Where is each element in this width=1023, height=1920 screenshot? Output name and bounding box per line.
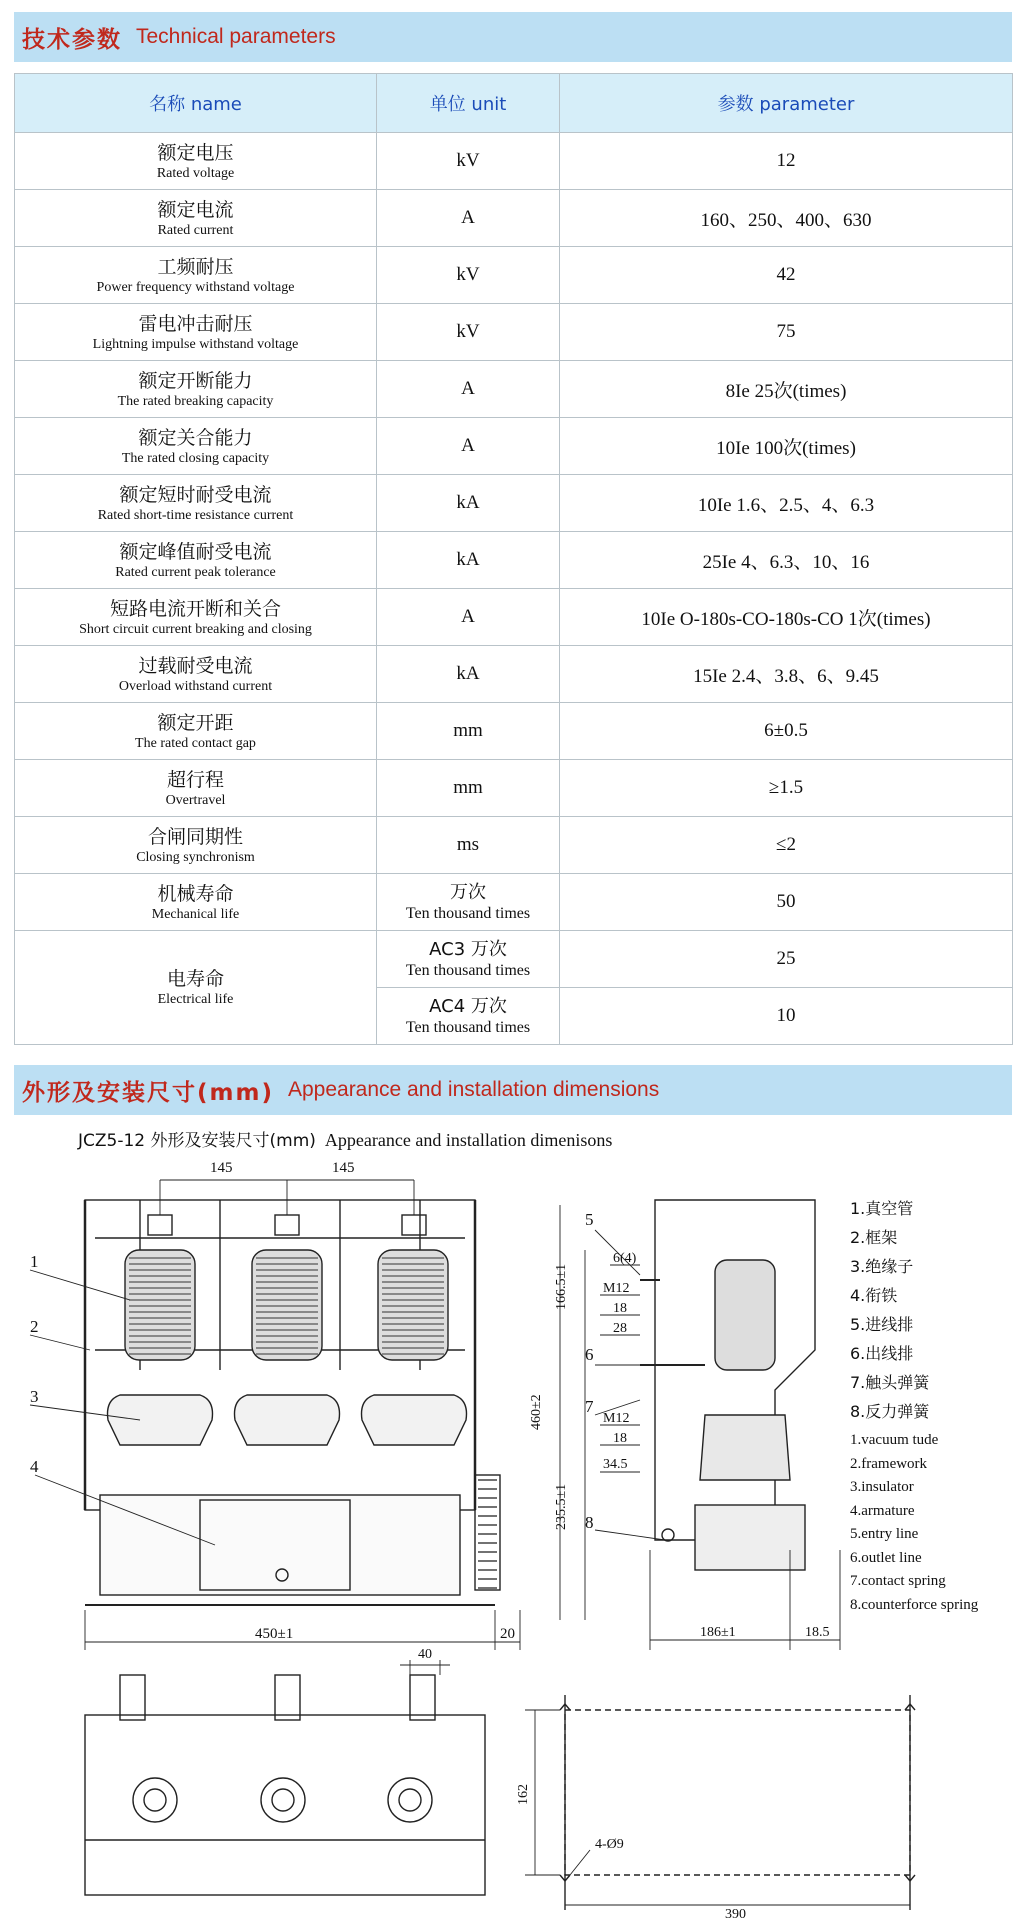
dim-186: 186±1 (700, 1625, 736, 1640)
legend-item-cn: 7.触头弹簧 (850, 1373, 930, 1392)
section-title-en: Appearance and installation dimensions (287, 1078, 660, 1101)
dim-18-5: 18.5 (805, 1625, 830, 1640)
value-cell: 75 (560, 304, 1013, 361)
dim-m12-top: M12 (603, 1281, 630, 1296)
caption-cn: JCZ5-12 外形及安装尺寸(mm) (78, 1131, 316, 1151)
unit-cell: A (377, 361, 560, 418)
name-cell: 额定开断能力 The rated breaking capacity (15, 361, 377, 418)
side-view-drawing (640, 1200, 815, 1570)
legend-item-cn: 3.绝缘子 (850, 1257, 914, 1276)
legend-item-cn: 4.衔铁 (850, 1286, 898, 1305)
unit-cell: kV (377, 304, 560, 361)
value-cell: 10 (560, 988, 1013, 1045)
table-row (15, 817, 1013, 874)
section-title-cn: 外形及安装尺寸(mm) (22, 1079, 274, 1106)
dim-390: 390 (725, 1907, 746, 1920)
name-cell: 电寿命 Electrical life (15, 931, 377, 1045)
header-unit: 单位 unit (377, 74, 560, 133)
dim-18-top: 18 (613, 1301, 627, 1316)
name-cell: 额定开距 The rated contact gap (15, 703, 377, 760)
section-header-dimensions (14, 1065, 1012, 1115)
dim-34-5: 34.5 (603, 1457, 628, 1472)
table-row-mechanical-life (15, 874, 1013, 931)
section-title-en: Technical parameters (136, 25, 336, 48)
name-cell: 额定电流 Rated current (15, 190, 377, 247)
value-cell: 42 (560, 247, 1013, 304)
callout-7: 7 (585, 1397, 594, 1416)
callout-2: 2 (30, 1317, 39, 1336)
legend-item-cn: 1.真空管 (850, 1199, 914, 1218)
table-row (15, 646, 1013, 703)
value-cell: 25Ie 4、6.3、10、16 (560, 532, 1013, 589)
legend-item-en: 7.contact spring (850, 1573, 946, 1589)
legend-item-en: 5.entry line (850, 1526, 919, 1542)
name-cell: 工频耐压 Power frequency withstand voltage (15, 247, 377, 304)
callout-3: 3 (30, 1387, 39, 1406)
table-row (15, 532, 1013, 589)
legend-item-en: 8.counterforce spring (850, 1596, 979, 1613)
unit-cell: A (377, 418, 560, 475)
table-header-row (15, 74, 1013, 133)
callout-4: 4 (30, 1457, 39, 1476)
dim-4-9: 4-Ø9 (595, 1837, 624, 1852)
unit-cell: mm (377, 703, 560, 760)
value-cell: ≥1.5 (560, 760, 1013, 817)
value-cell: 12 (560, 133, 1013, 190)
dim-m12-bottom: M12 (603, 1411, 630, 1426)
unit-cell: A (377, 589, 560, 646)
table-row (15, 304, 1013, 361)
dim-40: 40 (418, 1647, 432, 1662)
drawing-caption (78, 1126, 612, 1151)
callout-1: 1 (30, 1252, 39, 1271)
unit-cell: A (377, 190, 560, 247)
unit-cell: kV (377, 247, 560, 304)
table-row (15, 133, 1013, 190)
name-cell: 雷电冲击耐压 Lightning impulse withstand voltage (15, 304, 377, 361)
vacuum-tube-1 (125, 1250, 195, 1360)
callout-5: 5 (585, 1210, 594, 1229)
technical-parameters-table (14, 73, 1013, 1045)
section-title-cn: 技术参数 (22, 26, 122, 53)
front-view-drawing (85, 1200, 500, 1605)
dim-166: 166.5±1 (554, 1263, 569, 1310)
callout-6: 6 (585, 1345, 594, 1364)
value-cell: 8Ie 25次(times) (560, 361, 1013, 418)
table-row (15, 589, 1013, 646)
unit-cell: kA (377, 646, 560, 703)
dim-145-left: 145 (210, 1160, 233, 1176)
header-name: 名称 name (15, 74, 377, 133)
legend-item-en: 4.armature (850, 1502, 915, 1519)
name-cell: 合闸同期性 Closing synchronism (15, 817, 377, 874)
header-parameter: 参数 parameter (560, 74, 1013, 133)
dim-162: 162 (516, 1784, 531, 1805)
side-view-dimensions (560, 1205, 840, 1650)
unit-cell: ms (377, 817, 560, 874)
dim-28: 28 (613, 1321, 627, 1336)
table-row (15, 418, 1013, 475)
caption-en: Appearance and installation dimenisons (324, 1130, 613, 1150)
legend-item-cn: 6.出线排 (850, 1344, 914, 1363)
unit-cell: kA (377, 532, 560, 589)
unit-cell: kA (377, 475, 560, 532)
callout-8: 8 (585, 1513, 594, 1532)
legend-item-cn: 2.框架 (850, 1228, 898, 1247)
name-cell: 过载耐受电流 Overload withstand current (15, 646, 377, 703)
section-header-technical-parameters (14, 12, 1012, 62)
unit-cell: AC3 万次 Ten thousand times (377, 931, 560, 988)
legend-item-en: 6.outlet line (850, 1549, 922, 1566)
name-cell: 额定短时耐受电流 Rated short-time resistance current (15, 475, 377, 532)
table-row (15, 361, 1013, 418)
value-cell: 25 (560, 931, 1013, 988)
value-cell: ≤2 (560, 817, 1013, 874)
value-cell: 50 (560, 874, 1013, 931)
legend-item-en: 3.insulator (850, 1479, 914, 1495)
dim-450: 450±1 (255, 1626, 294, 1642)
value-cell: 15Ie 2.4、3.8、6、9.45 (560, 646, 1013, 703)
legend-item-cn: 5.进线排 (850, 1315, 914, 1334)
name-cell: 额定峰值耐受电流 Rated current peak tolerance (15, 532, 377, 589)
dim-6-4: 6(4) (613, 1251, 637, 1266)
dim-18-bottom: 18 (613, 1431, 627, 1446)
table-row (15, 190, 1013, 247)
name-cell: 超行程 Overtravel (15, 760, 377, 817)
mounting-hole-pattern (560, 1695, 915, 1910)
table-row (15, 703, 1013, 760)
unit-cell: kV (377, 133, 560, 190)
top-view-drawing (85, 1675, 485, 1895)
table-body (15, 133, 1013, 874)
table-row (15, 760, 1013, 817)
unit-cell: AC4 万次 Ten thousand times (377, 988, 560, 1045)
legend-item-en: 2.framework (850, 1455, 928, 1472)
value-cell: 10Ie 100次(times) (560, 418, 1013, 475)
table-row (15, 475, 1013, 532)
table-row (15, 247, 1013, 304)
dim-460: 460±2 (529, 1394, 544, 1430)
unit-cell: mm (377, 760, 560, 817)
value-cell: 10Ie O-180s-CO-180s-CO 1次(times) (560, 589, 1013, 646)
value-cell: 160、250、400、630 (560, 190, 1013, 247)
legend-item-en: 1.vacuum tude (850, 1432, 939, 1448)
name-cell: 额定关合能力 The rated closing capacity (15, 418, 377, 475)
value-cell: 6±0.5 (560, 703, 1013, 760)
name-cell: 短路电流开断和关合 Short circuit current breaking and closing (15, 589, 377, 646)
vacuum-tube-2 (252, 1250, 322, 1360)
name-cell: 额定电压 Rated voltage (15, 133, 377, 190)
dim-235: 235.5±1 (554, 1483, 569, 1530)
legend-item-cn: 8.反力弹簧 (850, 1402, 930, 1421)
dim-145-right: 145 (332, 1160, 355, 1176)
unit-cell: 万次 Ten thousand times (377, 874, 560, 931)
dim-20: 20 (500, 1626, 515, 1642)
value-cell: 10Ie 1.6、2.5、4、6.3 (560, 475, 1013, 532)
name-cell: 机械寿命 Mechanical life (15, 874, 377, 931)
table-row-electrical-life-ac3 (15, 931, 1013, 988)
vacuum-tube-3 (378, 1250, 448, 1360)
